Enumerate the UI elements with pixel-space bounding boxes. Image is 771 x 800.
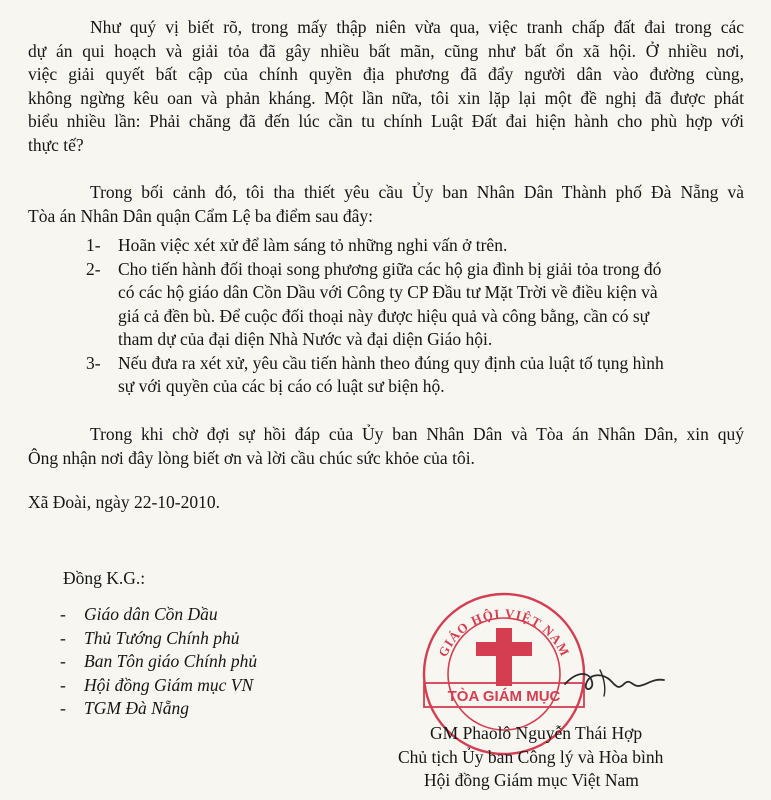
list-number: 2- xyxy=(86,258,101,279)
cc-recipient: TGM Đà Nẵng xyxy=(84,698,190,719)
seal-center-text: TÒA GIÁM MỤC xyxy=(447,688,561,705)
text-line: sự với quyền của các bị cáo có luật sư biện hộ. xyxy=(118,376,445,396)
cc-list xyxy=(60,603,257,721)
seal-top-text: GIÁO HỘI VIỆT NAM xyxy=(435,605,573,660)
text-line: thực tế? xyxy=(28,134,84,155)
signer-name: GM Phaolô Nguyễn Thái Hợp xyxy=(430,723,643,743)
text-line: không ngừng kêu oan và phản kháng. Một lần nữa, tôi xin lặp lại một đề nghị đã được phát xyxy=(28,87,744,108)
seal-cross-vertical xyxy=(496,628,512,686)
signer-organization: Hội đồng Giám mục Việt Nam xyxy=(424,770,639,790)
list-number: 1- xyxy=(86,235,101,255)
text-line: Trong bối cảnh đó, tôi tha thiết yêu cầu Ủy ban Nhân Dân Thành phố Đà Nẵng và xyxy=(90,182,744,202)
signer-title: Chủ tịch Ủy ban Công lý và Hòa bình xyxy=(398,746,664,767)
cc-title: Đồng K.G.: xyxy=(63,568,146,588)
text-line: tham dự của đại diện Nhà Nước và đại diện Giáo hội. xyxy=(118,329,493,349)
dash-bullet: - xyxy=(60,627,66,648)
list-number: 3- xyxy=(86,352,101,373)
list-item xyxy=(60,603,257,627)
dash-bullet: - xyxy=(60,651,66,672)
text-line: Hoãn việc xét xử để làm sáng tỏ những nghi vấn ở trên. xyxy=(118,235,508,255)
paragraph-requests-intro xyxy=(28,181,744,228)
text-line: biểu nhiều lần: Phải chăng đã đến lúc cần tu chính Luật Đất đai hiện hành cho phù hợp với xyxy=(28,111,744,131)
list-item xyxy=(86,352,746,399)
dash-bullet: - xyxy=(60,674,66,695)
list-item xyxy=(60,627,257,651)
text-line: Nếu đưa ra xét xử, yêu cầu tiến hành theo đúng quy định của luật tố tụng hình xyxy=(118,352,664,373)
signature-block xyxy=(398,722,738,793)
text-line: có các hộ giáo dân Cồn Dầu với Công ty CP Đầu tư Mặt Trời về điều kiện và xyxy=(118,282,658,302)
date-line: Xã Đoài, ngày 22-10-2010. xyxy=(28,492,220,512)
text-line: Cho tiến hành đối thoại song phương giữa các hộ gia đình bị giải tỏa trong đó xyxy=(118,258,662,279)
cc-recipient: Hội đồng Giám mục VN xyxy=(84,674,254,695)
requests-list xyxy=(86,234,746,399)
dash-bullet: - xyxy=(60,698,66,719)
text-line: giá cả đền bù. Để cuộc đối thoại này được hiệu quả và công bằng, cần có sự xyxy=(118,305,650,326)
text-line: việc giải quyết bất cập của chính quyền địa phương đã đẩy người dân vào đường cùng, xyxy=(28,64,744,84)
list-item xyxy=(86,258,746,352)
handwritten-signature-icon xyxy=(560,660,670,700)
paragraph-land-disputes xyxy=(28,16,744,157)
seal-cross-horizontal xyxy=(476,642,532,656)
cc-recipient: Ban Tôn giáo Chính phủ xyxy=(84,651,258,672)
dash-bullet: - xyxy=(60,604,66,624)
text-line: dự án qui hoạch và giải tỏa đã gây nhiều bất mãn, cũng như bất ổn xã hội. Ở nhiều nơi, xyxy=(28,40,744,61)
cc-recipient: Giáo dân Cồn Dầu xyxy=(84,604,218,624)
list-item xyxy=(60,697,257,721)
text-line: Như quý vị biết rõ, trong mấy thập niên vừa qua, việc tranh chấp đất đai trong các xyxy=(90,17,744,37)
text-line: Tòa án Nhân Dân quận Cẩm Lệ ba điểm sau đây: xyxy=(28,205,374,226)
cc-recipient: Thủ Tướng Chính phủ xyxy=(84,627,240,648)
paragraph-closing xyxy=(28,423,744,470)
list-item xyxy=(86,234,746,258)
text-line: Trong khi chờ đợi sự hồi đáp của Ủy ban Nhân Dân và Tòa án Nhân Dân, xin quý xyxy=(90,424,744,444)
text-line: Ông nhận nơi đây lòng biết ơn và lời cầu chúc sức khỏe của tôi. xyxy=(28,447,475,468)
list-item xyxy=(60,674,257,698)
list-item xyxy=(60,650,257,674)
